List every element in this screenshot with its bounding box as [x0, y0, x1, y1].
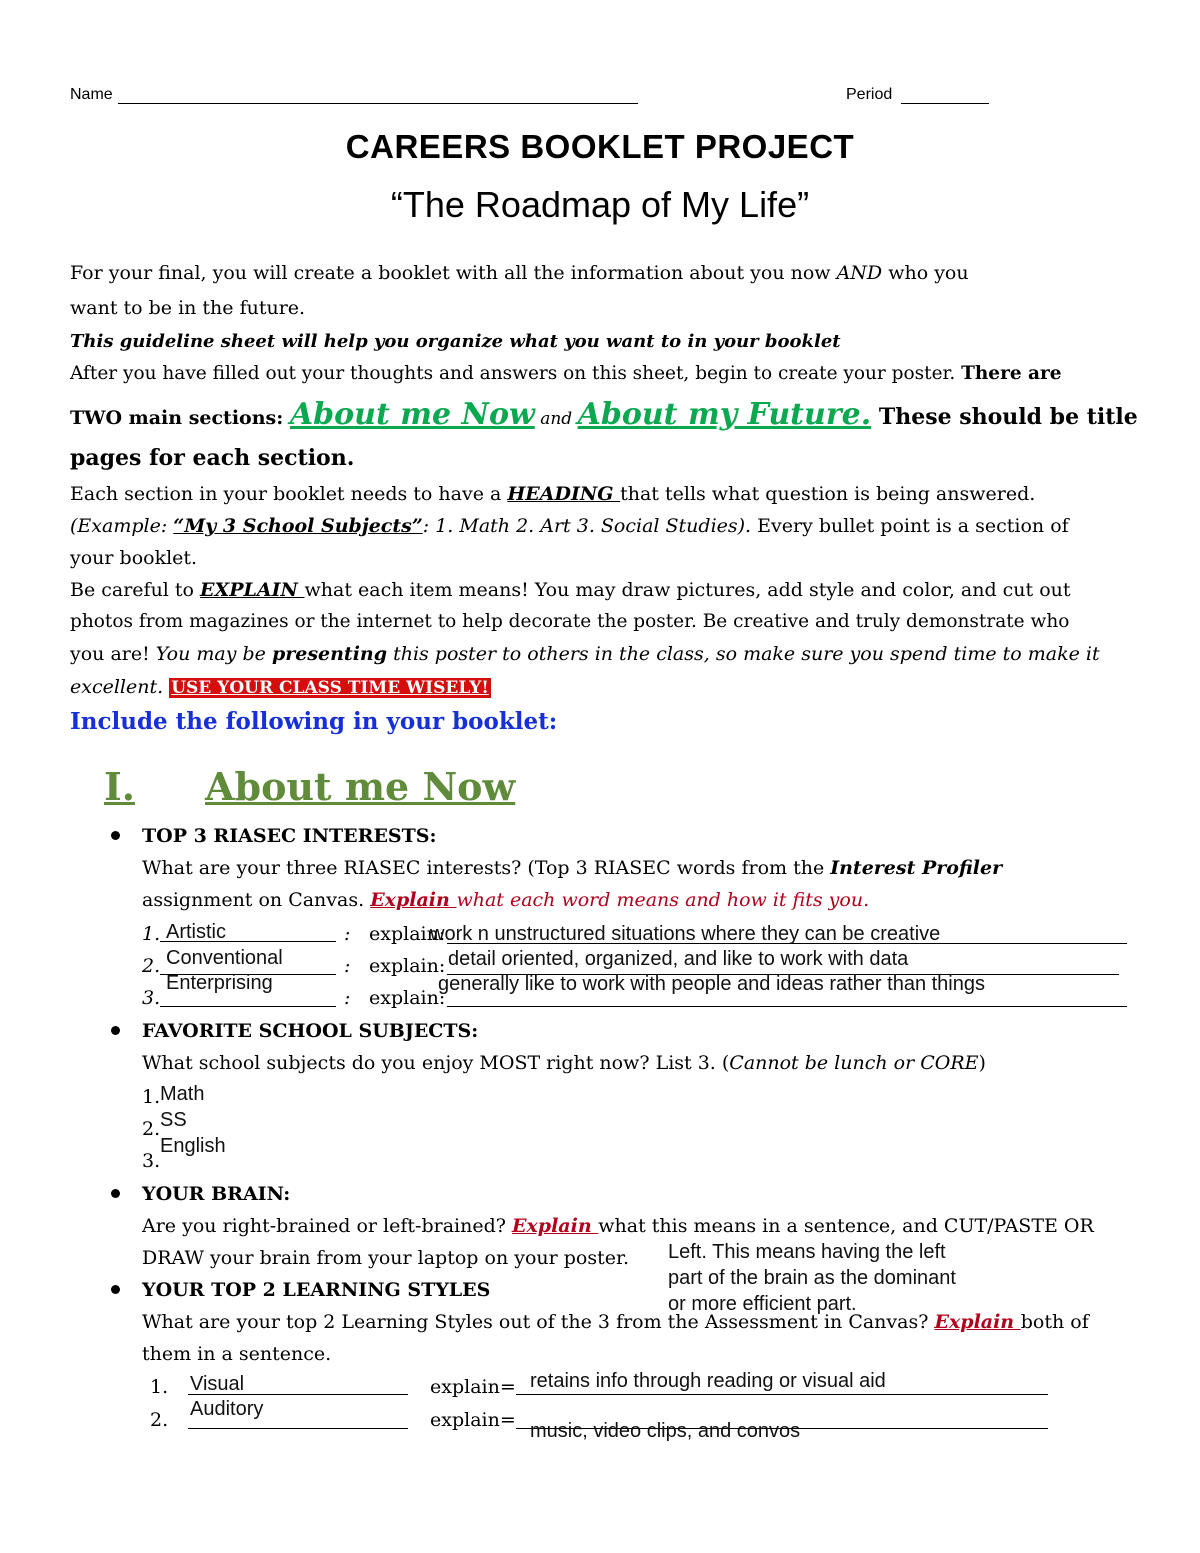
subject-num-2: 2. [142, 1118, 161, 1140]
sections-line-2: pages for each section. [70, 445, 355, 471]
learning-answer-2[interactable]: Auditory [190, 1398, 264, 1420]
explain-label-3: explain: [369, 987, 446, 1009]
about-my-future-link: About my Future. [577, 397, 872, 432]
subject-answer-3[interactable]: English [160, 1135, 226, 1157]
riasec-answer-3[interactable]: Enterprising [166, 972, 273, 994]
brain-answer-line-2[interactable]: part of the brain as the dominant [668, 1267, 956, 1289]
heading-line: Each section in your booklet needs to have a HEADING that tells what question is being answered. [70, 483, 1036, 505]
learning-explain-1[interactable]: retains info through reading or visual aid [530, 1370, 886, 1392]
include-heading: Include the following in your booklet: [70, 708, 558, 735]
intro-line-3: After you have filled out your thoughts and answers on this sheet, begin to create your poster. There are [70, 363, 1062, 384]
bullet-icon [111, 1189, 120, 1198]
riasec-blank-3[interactable] [160, 1006, 336, 1007]
riasec-explain-1[interactable]: work n unstructured situations where they can be creative [430, 923, 941, 945]
learning-explain-label-1: explain= [430, 1376, 516, 1398]
riasec-num-1: 1. [142, 923, 161, 945]
riasec-explain-blank-3[interactable] [447, 1006, 1127, 1007]
brain-heading: YOUR BRAIN: [142, 1183, 291, 1205]
brain-question-2: DRAW your brain from your laptop on your poster. [142, 1247, 630, 1269]
subject-num-3: 3. [142, 1150, 161, 1172]
explain-label-1: explain: [369, 923, 446, 945]
brain-question-1: Are you right-brained or left-brained? Explain what this means in a sentence, and CUT/PASTE OR [142, 1215, 1094, 1237]
subjects-question: What school subjects do you enjoy MOST right now? List 3. (Cannot be lunch or CORE) [142, 1052, 986, 1074]
colon: : [344, 955, 351, 977]
subjects-heading: FAVORITE SCHOOL SUBJECTS: [142, 1020, 479, 1042]
bullet-icon [111, 831, 120, 840]
example-line-2: your booklet. [70, 547, 198, 569]
period-label: Period [846, 86, 893, 103]
riasec-explain-2[interactable]: detail oriented, organized, and like to work with data [448, 948, 909, 970]
explain-line-2: photos from magazines or the internet to help decorate the poster. Be creative and truly demonstrate who [70, 611, 1070, 632]
page-subtitle: “The Roadmap of My Life” [390, 184, 810, 225]
learning-blank-2[interactable] [188, 1428, 408, 1429]
brain-answer-line-1[interactable]: Left. This means having the left [668, 1241, 946, 1263]
riasec-question-2: assignment on Canvas. Explain what each word means and how it fits you. [142, 889, 870, 911]
bullet-icon [111, 1285, 120, 1294]
learning-heading: YOUR TOP 2 LEARNING STYLES [142, 1279, 491, 1301]
sections-line: TWO main sections: About me Now and About my Future. These should be title [70, 397, 1138, 432]
example-line: (Example: “My 3 School Subjects”: 1. Math 2. Art 3. Social Studies). Every bullet point is a section of [70, 515, 1069, 537]
class-time-alert: USE YOUR CLASS TIME WISELY! [171, 678, 489, 698]
learning-question-2: them in a sentence. [142, 1343, 332, 1365]
learning-num-2: 2. [150, 1409, 169, 1431]
bullet-icon [111, 1026, 120, 1035]
intro-line-1: For your final, you will create a booklet with all the information about you now AND who you [70, 262, 969, 284]
riasec-num-2: 2. [142, 955, 161, 977]
period-blank[interactable] [901, 103, 989, 104]
brain-answer-line-3[interactable]: or more efficient part. [668, 1293, 857, 1315]
riasec-question-1: What are your three RIASEC interests? (Top 3 RIASEC words from the Interest Profiler [142, 857, 1003, 879]
explain-line-4: excellent. USE YOUR CLASS TIME WISELY! [70, 676, 489, 698]
section-heading-about-me-now: I. About me Now [104, 764, 516, 809]
riasec-answer-1[interactable]: Artistic [166, 921, 226, 943]
explain-label-2: explain: [369, 955, 446, 977]
colon: : [344, 987, 351, 1009]
explain-line: Be careful to EXPLAIN what each item means! You may draw pictures, add style and color, and cut out [70, 579, 1071, 601]
riasec-answer-2[interactable]: Conventional [166, 947, 283, 969]
guideline-note: This guideline sheet will help you organize what you want to in your booklet [70, 331, 841, 352]
riasec-num-3: 3. [142, 987, 161, 1009]
learning-explain-2[interactable]: music, video clips, and convos [530, 1420, 801, 1442]
colon: : [344, 923, 351, 945]
subject-answer-1[interactable]: Math [160, 1083, 205, 1105]
subject-answer-2[interactable]: SS [160, 1109, 187, 1131]
learning-explain-label-2: explain= [430, 1409, 516, 1431]
explain-line-3: you are! You may be presenting this poster to others in the class, so make sure you spend time to make it [70, 643, 1100, 665]
riasec-explain-3[interactable]: generally like to work with people and ideas rather than things [438, 973, 985, 995]
riasec-heading: TOP 3 RIASEC INTERESTS: [142, 825, 437, 847]
learning-question-1: What are your top 2 Learning Styles out of the 3 from the Assessment in Canvas? Explain both of [142, 1311, 1089, 1333]
name-blank[interactable] [118, 103, 638, 104]
about-me-now-link: About me Now [289, 397, 535, 432]
learning-explain-blank-1[interactable] [516, 1394, 1048, 1395]
name-label: Name [70, 86, 113, 103]
intro-line-2: want to be in the future. [70, 297, 306, 319]
page-title: CAREERS BOOKLET PROJECT [345, 128, 855, 165]
learning-num-1: 1. [150, 1376, 169, 1398]
subject-num-1: 1. [142, 1086, 161, 1108]
learning-answer-1[interactable]: Visual [190, 1373, 245, 1395]
